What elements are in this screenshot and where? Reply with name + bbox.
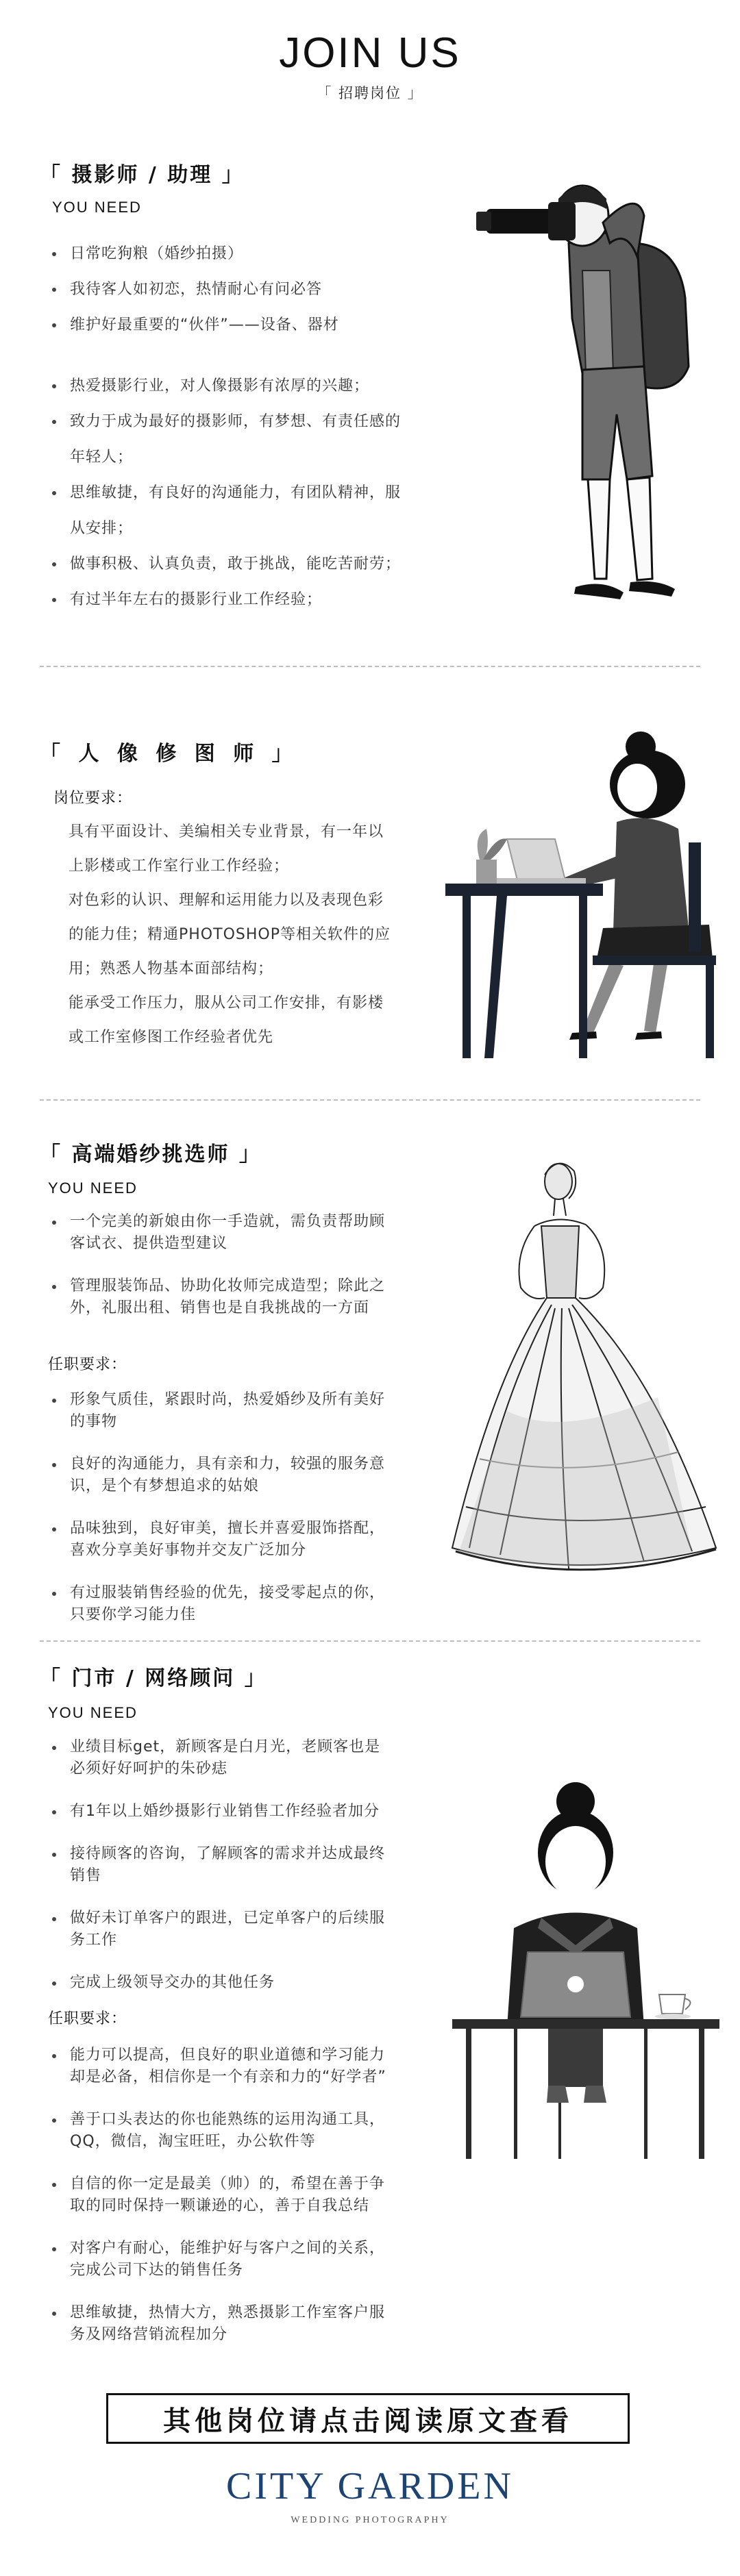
read-more-button[interactable]: 其他岗位请点击阅读原文查看 bbox=[106, 2393, 630, 2444]
list-item: 接待顾客的咨询，了解顾客的需求并达成最终 销售 bbox=[48, 1843, 432, 1887]
photographer-illustration bbox=[473, 140, 719, 634]
list-item: 有过服装销售经验的优先，接受零起点的你， 只要你学习能力佳 bbox=[48, 1582, 432, 1626]
list-item: 我待客人如初恋，热情耐心有问必答 bbox=[48, 272, 473, 308]
list-item: 形象气质佳，紧跟时尚，热爱婚纱及所有美好 的事物 bbox=[48, 1389, 432, 1433]
list-item: 善于口头表达的你也能熟练的运用沟通工具， QQ，微信，淘宝旺旺，办公软件等 bbox=[48, 2109, 439, 2153]
text-line: 或工作室修图工作经验者优先 bbox=[69, 1029, 274, 1046]
text-line: 具有平面设计、美编相关专业背景，有一年以 bbox=[69, 823, 384, 840]
list-item: 良好的沟通能力，具有亲和力，较强的服务意 识，是个有梦想追求的姑娘 bbox=[48, 1453, 432, 1497]
consultant-illustration bbox=[439, 1781, 726, 2164]
page-title: JOIN US bbox=[279, 29, 461, 77]
list-item: 能力可以提高，但良好的职业道德和学习能力 却是必备，相信你是一个有亲和力的“好学者” bbox=[48, 2044, 439, 2088]
stylist-requirements bbox=[48, 1389, 432, 1647]
section-title-retoucher: 「 人 像 修 图 师 」 bbox=[40, 742, 298, 766]
section-title-consultant: 「 门市 / 网络顾问 」 bbox=[40, 1666, 267, 1690]
list-item-continuation: 从安排； bbox=[70, 520, 134, 537]
consultant-requirements bbox=[48, 2044, 439, 2366]
requirements-label: 任职要求： bbox=[48, 2010, 127, 2027]
section-divider bbox=[40, 666, 700, 667]
you-need-label: YOU NEED bbox=[48, 1704, 138, 1721]
list-item: 有1年以上婚纱摄影行业销售工作经验者加分 bbox=[48, 1801, 432, 1823]
text-line: 上影楼或工作室行业工作经验； bbox=[69, 858, 290, 875]
list-item: 思维敏捷，有良好的沟通能力，有团队精神，服 bbox=[48, 475, 473, 511]
text-line: 的能力佳；精通PHOTOSHOP等相关软件的应 bbox=[69, 926, 391, 943]
section-title-stylist: 「 高端婚纱挑选师 」 bbox=[40, 1142, 262, 1166]
list-item: 致力于成为最好的摄影师，有梦想、有责任感的 bbox=[48, 404, 473, 440]
list-item: 一个完美的新娘由你一手造就，需负责帮助顾 客试衣、提供造型建议 bbox=[48, 1211, 432, 1255]
list-item: 做事积极、认真负责，敢于挑战，能吃苦耐劳； bbox=[48, 547, 473, 582]
brand-tagline: WEDDING PHOTOGRAPHY bbox=[291, 2515, 449, 2525]
list-item: 对客户有耐心，能维护好与客户之间的关系， 完成公司下达的销售任务 bbox=[48, 2238, 439, 2281]
retoucher-requirements bbox=[69, 815, 452, 1055]
requirements-label: 任职要求： bbox=[48, 1356, 127, 1373]
requirements-label: 岗位要求： bbox=[53, 790, 133, 807]
photographer-duties bbox=[48, 236, 473, 343]
laptop-woman-illustration bbox=[442, 719, 730, 1062]
list-item: 维护好最重要的“伙伴”——设备、器材 bbox=[48, 308, 473, 343]
section-title-photographer: 「 摄影师 / 助理 」 bbox=[40, 163, 245, 187]
list-item: 完成上级领导交办的其他任务 bbox=[48, 1972, 432, 1994]
list-item: 自信的你一定是最美（帅）的，希望在善于争 取的同时保持一颗谦逊的心，善于自我总结 bbox=[48, 2173, 439, 2217]
list-item: 日常吃狗粮（婚纱拍摄） bbox=[48, 236, 473, 272]
list-item: 业绩目标get，新顾客是白月光，老顾客也是 必须好好呵护的朱砂痣 bbox=[48, 1736, 432, 1780]
photographer-requirements bbox=[48, 368, 473, 618]
text-line: 对色彩的认识、理解和运用能力以及表现色彩 bbox=[69, 892, 384, 909]
list-item: 思维敏捷，热情大方，熟悉摄影工作室客户服 务及网络营销流程加分 bbox=[48, 2302, 439, 2346]
bride-sketch-illustration bbox=[439, 1151, 726, 1596]
section-divider bbox=[40, 1640, 700, 1642]
brand-logo: CITY GARDEN bbox=[226, 2465, 514, 2508]
text-line: 用；熟悉人物基本面部结构； bbox=[69, 960, 274, 977]
list-item: 有过半年左右的摄影行业工作经验； bbox=[48, 582, 473, 618]
list-item-continuation: 年轻人； bbox=[70, 449, 134, 466]
section-divider bbox=[40, 1099, 700, 1101]
list-item: 管理服装饰品、协助化妆师完成造型；除此之 外，礼服出租、销售也是自我挑战的一方面 bbox=[48, 1275, 432, 1319]
page-subtitle: 「 招聘岗位 」 bbox=[317, 85, 423, 101]
list-item: 品味独到，良好审美，擅长并喜爱服饰搭配， 喜欢分享美好事物并交友广泛加分 bbox=[48, 1518, 432, 1562]
list-item: 做好未订单客户的跟进，已定单客户的后续服 务工作 bbox=[48, 1908, 432, 1951]
you-need-label: YOU NEED bbox=[52, 199, 142, 216]
you-need-label: YOU NEED bbox=[48, 1179, 138, 1197]
consultant-duties bbox=[48, 1736, 432, 2014]
text-line: 能承受工作压力，服从公司工作安排，有影楼 bbox=[69, 995, 384, 1012]
list-item: 热爱摄影行业，对人像摄影有浓厚的兴趣； bbox=[48, 368, 473, 404]
stylist-duties bbox=[48, 1211, 432, 1340]
